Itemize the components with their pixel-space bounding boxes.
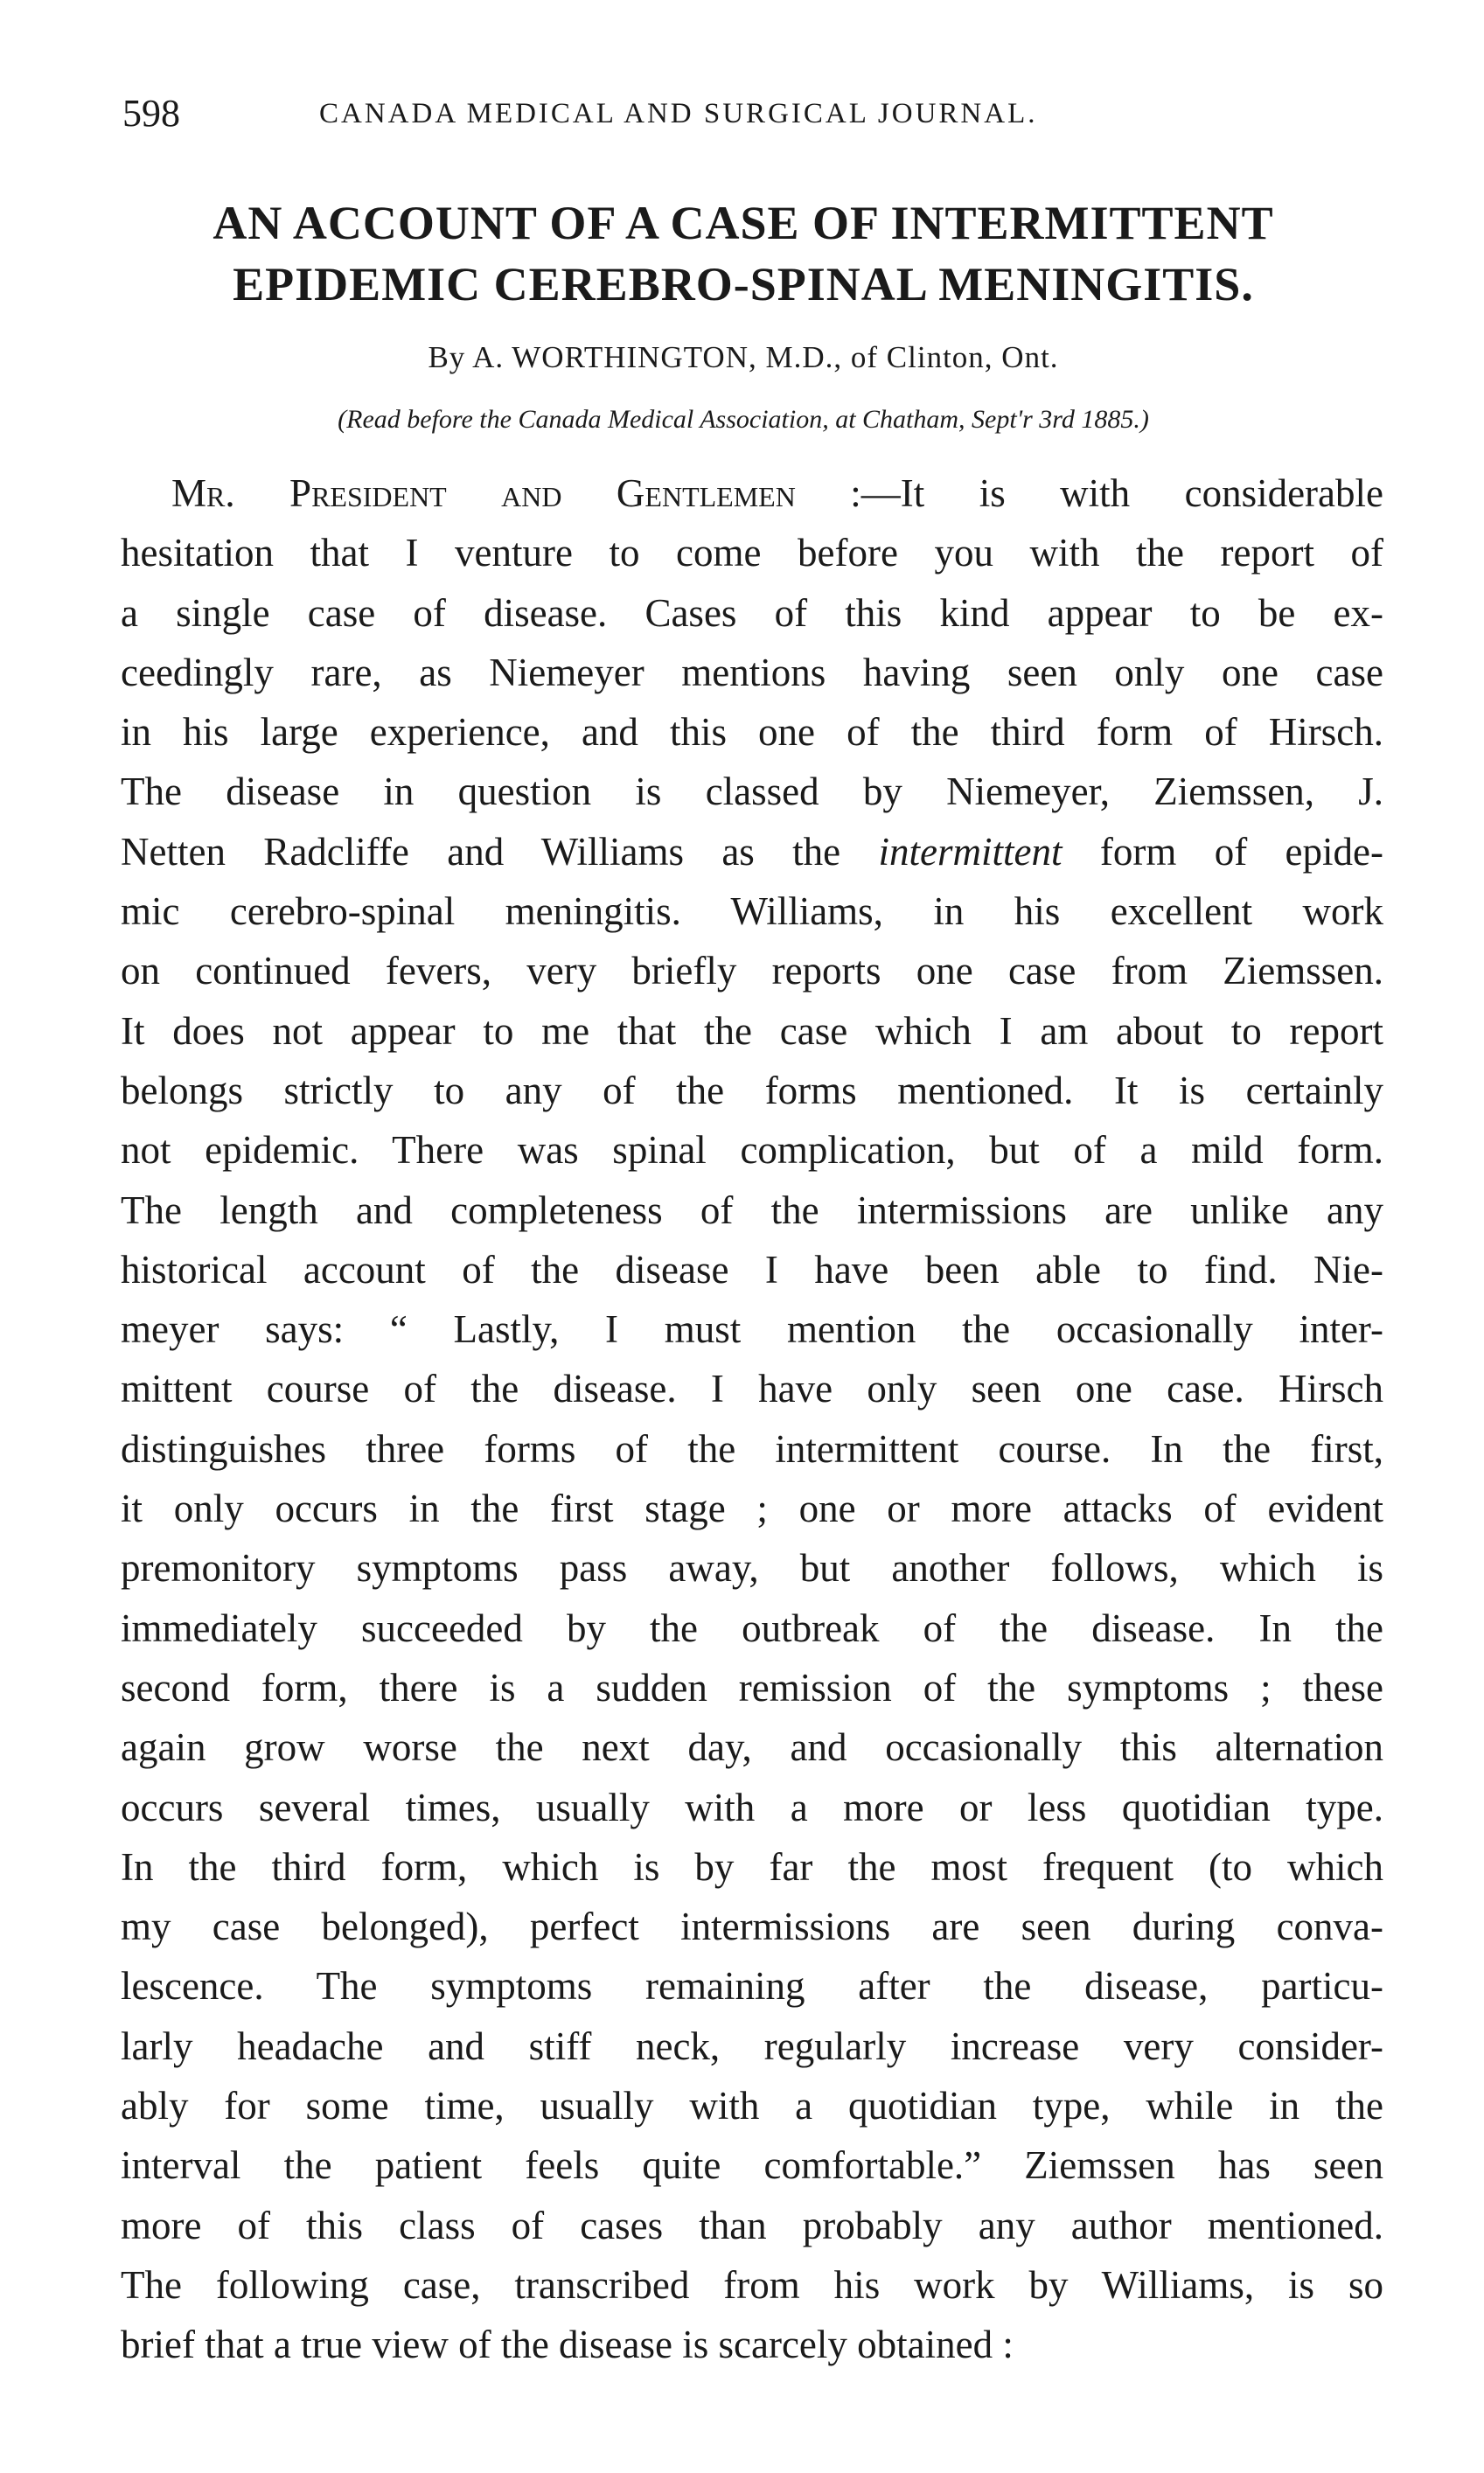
body-line: more of this class of cases than probably any author mentioned. xyxy=(121,2203,1383,2247)
article-title-line-2: EPIDEMIC CEREBRO-SPINAL MENINGITIS. xyxy=(233,258,1254,310)
body-line: second form, there is a sudden remission of the symptoms ; these xyxy=(121,1665,1383,1710)
body-line: in his large experience, and this one of the third form of Hirsch. xyxy=(121,710,1383,755)
body-line: a single case of disease. Cases of this kind appear to be ex- xyxy=(121,590,1383,635)
emphasis-intermittent: intermittent xyxy=(878,829,1062,874)
body-line: larly headache and stiff neck, regularly increase very consider- xyxy=(121,2024,1383,2068)
body-line: mic cerebro-spinal meningitis. Williams, in his excellent work xyxy=(121,889,1383,934)
body-line: distinguishes three forms of the intermittent course. In the first, xyxy=(121,1426,1383,1471)
body-line: ably for some time, usually with a quotidian type, while in the xyxy=(121,2084,1383,2128)
presentation-note: (Read before the Canada Medical Association, at Chatham, Sept'r 3rd 1885.) xyxy=(338,405,1149,434)
body-line: ceedingly rare, as Niemeyer mentions having seen only one case xyxy=(121,650,1383,694)
body-line: occurs several times, usually with a more or less quotidian type. xyxy=(121,1785,1383,1829)
salutation: Mr. President and Gentlemen : xyxy=(171,471,861,515)
body-line: on continued fevers, very briefly reports one case from Ziemssen. xyxy=(121,949,1383,993)
running-header xyxy=(122,87,1382,140)
body-line: The length and completeness of the intermissions are unlike any xyxy=(121,1188,1383,1232)
body-line xyxy=(121,822,1383,881)
body-line: it only occurs in the first stage ; one or more attacks of evident xyxy=(121,1487,1383,1531)
body-line: premonitory symptoms pass away, but another follows, which is xyxy=(121,1546,1383,1591)
body-line: not epidemic. There was spinal complication, but of a mild form. xyxy=(121,1128,1383,1173)
body-line: mittent course of the disease. I have only seen one case. Hirsch xyxy=(121,1367,1383,1411)
body-line: In the third form, which is by far the most frequent (to which xyxy=(121,1844,1383,1889)
body-line: meyer says: “ Lastly, I must mention the occasionally inter- xyxy=(121,1307,1383,1352)
journal-title: CANADA MEDICAL AND SURGICAL JOURNAL. xyxy=(319,98,1038,129)
page-number: 598 xyxy=(122,92,180,135)
body-line: historical account of the disease I have been able to find. Nie- xyxy=(121,1247,1383,1292)
body-line-text: Netten Radcliffe and Williams as the xyxy=(121,829,879,874)
article-body xyxy=(121,463,1383,2375)
body-line: The following case, transcribed from his work by Williams, is so xyxy=(121,2262,1383,2307)
author-byline: By A. WORTHINGTON, M.D., of Clinton, Ont. xyxy=(428,340,1059,374)
body-line: interval the patient feels quite comfortable.” Ziemssen has seen xyxy=(121,2143,1383,2188)
body-line: immediately succeeded by the outbreak of the disease. In the xyxy=(121,1606,1383,1650)
article-title-line-1: AN ACCOUNT OF A CASE OF INTERMITTENT xyxy=(212,197,1274,249)
body-line: again grow worse the next day, and occasionally this alternation xyxy=(121,1725,1383,1770)
body-line: lescence. The symptoms remaining after the disease, particu- xyxy=(121,1964,1383,2009)
body-line: The disease in question is classed by Niemeyer, Ziemssen, J. xyxy=(121,770,1383,814)
body-line-text: form of epide- xyxy=(1062,829,1383,874)
body-line xyxy=(121,463,1383,523)
body-line: my case belonged), perfect intermissions are seen during conva- xyxy=(121,1905,1383,1949)
body-line: It does not appear to me that the case which I am about to report xyxy=(121,1008,1383,1053)
body-line: hesitation that I venture to come before you with the report of xyxy=(121,531,1383,575)
body-line: brief that a true view of the disease is scarcely obtained : xyxy=(121,2323,1014,2367)
body-line: belongs strictly to any of the forms mentioned. It is certainly xyxy=(121,1068,1383,1112)
body-line-text: —It is with considerable xyxy=(860,471,1383,515)
